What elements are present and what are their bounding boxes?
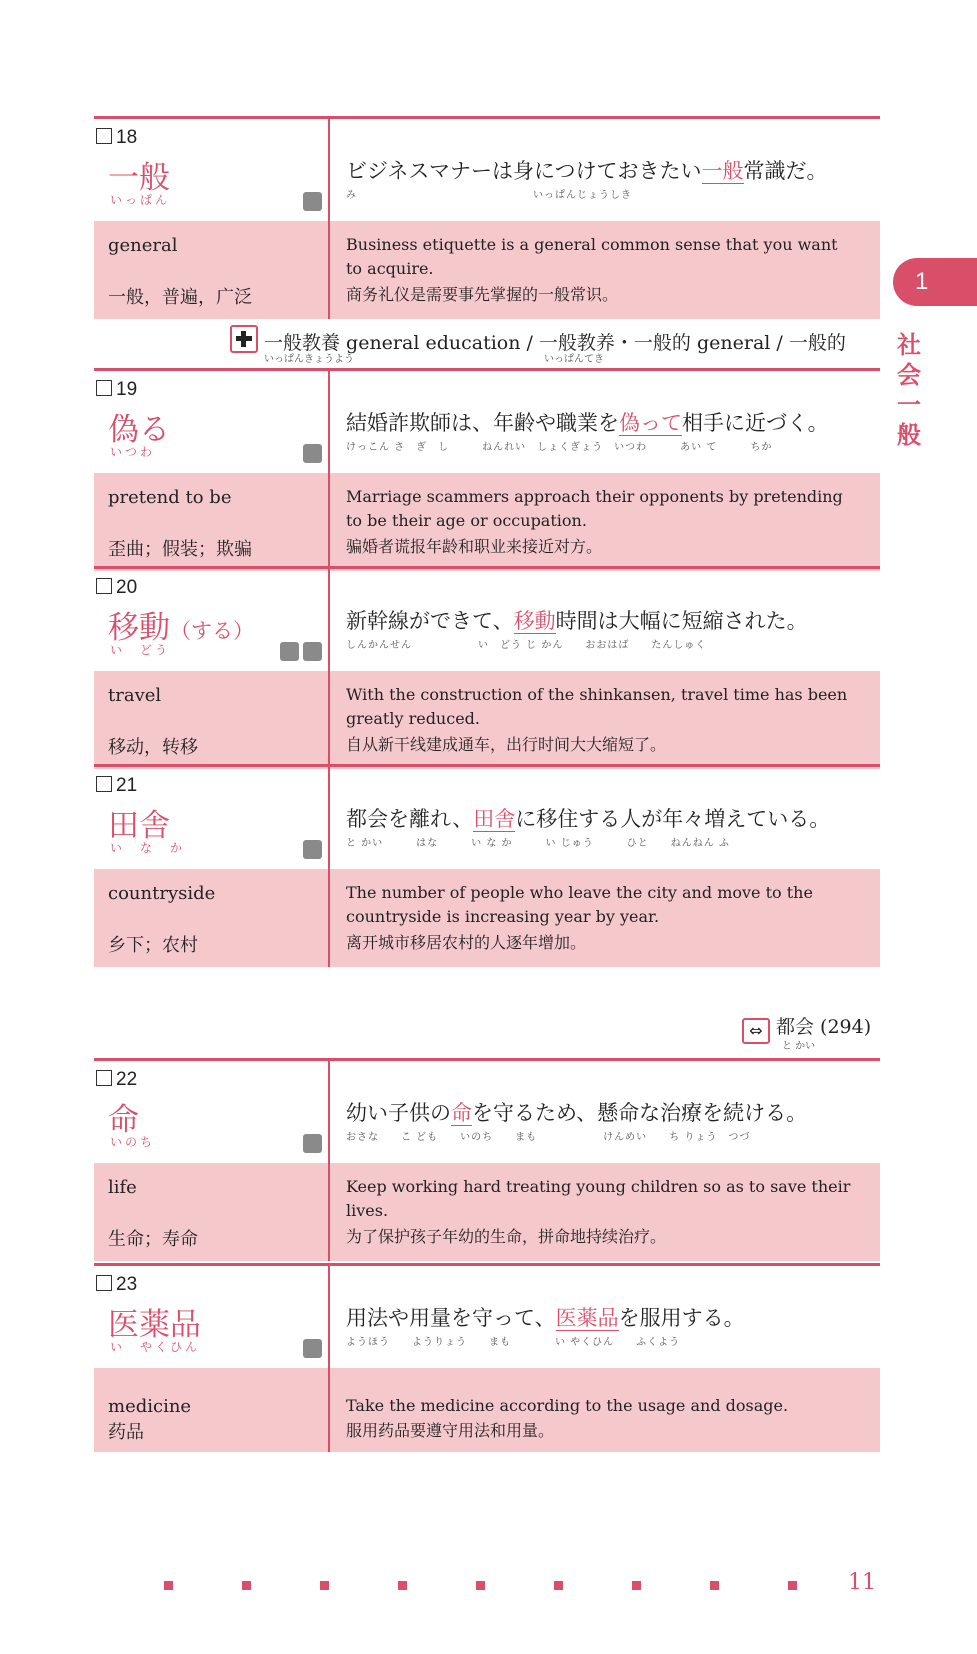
checkbox-icon[interactable]: [96, 1070, 112, 1086]
checkbox-icon[interactable]: [96, 128, 112, 144]
example-sentence: 結婚詐欺師は、年齢や職業を偽って相手に近づく。: [346, 411, 829, 435]
headword: 移動（する）: [108, 610, 254, 646]
checkbox-icon[interactable]: [96, 578, 112, 594]
example-sentence: ビジネスマナーは身につけておきたい一般常識だ。: [346, 159, 828, 183]
example-sentence: 用法や用量を守って、医薬品を服用する。: [346, 1306, 745, 1330]
level-indicator: [299, 1134, 322, 1157]
chapter-tab[interactable]: [893, 258, 977, 306]
level-square-icon: [303, 1134, 322, 1153]
headword: 一般: [108, 160, 170, 196]
level-square-icon: [303, 1339, 322, 1358]
related-words-note: 一般教養 general education / 一般教养・一般的 general / 一般的 いっぱんきょうよう いっぱんてき: [230, 325, 846, 355]
example-chinese: 为了保护孩子年幼的生命，拼命地持续治疗。: [346, 1227, 667, 1246]
level-square-icon: [280, 642, 299, 661]
example-sentence-reading: けっこん さ ぎ し ねんれい しょくぎょう いつわ あい て ちか: [346, 442, 773, 453]
level-indicator: [299, 840, 322, 863]
example-english: Take the medicine according to the usage and dosage.: [346, 1396, 789, 1415]
footer-dot: [632, 1581, 641, 1590]
footer-dot: [710, 1581, 719, 1590]
headword-reading: い どう: [110, 643, 171, 657]
level-square-icon: [303, 444, 322, 463]
level-square-icon: [303, 642, 322, 661]
example-sentence-reading: しんかんせん い どう じ かん おおはば たんしゅく: [346, 640, 707, 651]
chinese-meaning: 一般，普遍，广泛: [108, 287, 252, 308]
entry-23: [94, 1266, 880, 1452]
level-square-icon: [303, 192, 322, 211]
example-english: Marriage scammers approach their opponents by pretending to be their age or occupation.: [346, 487, 843, 530]
footer-dot: [788, 1581, 797, 1590]
headword: 田舎: [108, 808, 170, 844]
example-chinese: 服用药品要遵守用法和用量。: [346, 1421, 555, 1440]
level-indicator: [276, 642, 322, 665]
plus-icon: [230, 325, 258, 353]
footer-dot: [164, 1581, 173, 1590]
example-sentence-reading: ようほう ようりょう まも い やくひん ふくよう: [346, 1337, 681, 1348]
entry-21: [94, 767, 880, 967]
english-meaning: life: [108, 1177, 137, 1198]
footer-dot: [476, 1581, 485, 1590]
english-meaning: countryside: [108, 883, 216, 904]
english-meaning: general: [108, 235, 178, 256]
example-english: Business etiquette is a general common sense that you want to acquire.: [346, 235, 838, 278]
headword-reading: いつわ: [110, 445, 156, 459]
entry-20: [94, 569, 880, 769]
footer-dot: [320, 1581, 329, 1590]
chinese-meaning: 乡下；农村: [108, 935, 198, 956]
example-chinese: 骗婚者谎报年龄和职业来接近对方。: [346, 537, 603, 556]
level-indicator: [299, 444, 322, 467]
example-chinese: 商务礼仪是需要事先掌握的一般常识。: [346, 285, 619, 304]
level-square-icon: [303, 840, 322, 859]
entry-18: [94, 119, 880, 319]
example-sentence-reading: おさな こ ども いのち まも けんめい ち りょう つづ: [346, 1132, 751, 1143]
example-english: With the construction of the shinkansen, travel time has been greatly reduced.: [346, 685, 848, 728]
chinese-meaning: 歪曲；假装；欺骗: [108, 539, 252, 560]
checkbox-icon[interactable]: [96, 1275, 112, 1291]
example-english: Keep working hard treating young children so as to save their lives.: [346, 1177, 851, 1220]
page-number: 11: [848, 1570, 876, 1595]
entry-number[interactable]: 23: [96, 1274, 137, 1296]
headword-reading: い やくひん: [110, 1340, 201, 1354]
example-sentence: 新幹線ができて、移動時間は大幅に短縮された。: [346, 609, 808, 633]
example-english: The number of people who leave the city and move to the countryside is increasing year by year.: [346, 883, 813, 926]
chinese-meaning: 药品: [108, 1422, 144, 1443]
level-indicator: [299, 1339, 322, 1362]
headword-reading: いのち: [110, 1135, 156, 1149]
chinese-meaning: 生命；寿命: [108, 1229, 198, 1250]
example-chinese: 离开城市移居农村的人逐年增加。: [346, 933, 587, 952]
entry-19: [94, 371, 880, 571]
headword-reading: いっぱん: [110, 193, 171, 207]
footer-dot: [398, 1581, 407, 1590]
entry-number[interactable]: 22: [96, 1069, 137, 1091]
example-sentence-reading: み いっぱんじょうしき: [346, 190, 632, 201]
example-sentence-reading: と かい はな い な か い じゅう ひと ねんねん ふ: [346, 838, 730, 849]
english-meaning: travel: [108, 685, 162, 706]
chapter-title: 社会一般: [897, 331, 921, 449]
headword: 命: [108, 1102, 139, 1138]
headword: 医薬品: [108, 1307, 201, 1343]
chinese-meaning: 移动，转移: [108, 737, 198, 758]
entry-number[interactable]: 19: [96, 379, 137, 401]
english-meaning: pretend to be: [108, 487, 232, 508]
checkbox-icon[interactable]: [96, 776, 112, 792]
english-meaning: medicine: [108, 1396, 192, 1417]
chapter-number: 1: [915, 268, 929, 295]
entry-number[interactable]: 20: [96, 577, 137, 599]
example-sentence: 都会を離れ、田舎に移住する人が年々増えている。: [346, 807, 831, 831]
entry-22: [94, 1061, 880, 1261]
example-sentence: 幼い子供の命を守るため、懸命な治療を続ける。: [346, 1101, 808, 1125]
checkbox-icon[interactable]: [96, 380, 112, 396]
level-indicator: [299, 192, 322, 215]
headword-reading: い な か: [110, 841, 186, 855]
entry-number[interactable]: 18: [96, 127, 137, 149]
footer-dot: [242, 1581, 251, 1590]
headword: 偽る: [108, 412, 170, 448]
example-chinese: 自从新干线建成通车，出行时间大大缩短了。: [346, 735, 667, 754]
entry-number[interactable]: 21: [96, 775, 137, 797]
antonym-arrow-icon: ⇔: [742, 1018, 770, 1044]
antonym-note: ⇔ 都会 (294) と かい: [742, 1012, 871, 1044]
footer-dot: [554, 1581, 563, 1590]
